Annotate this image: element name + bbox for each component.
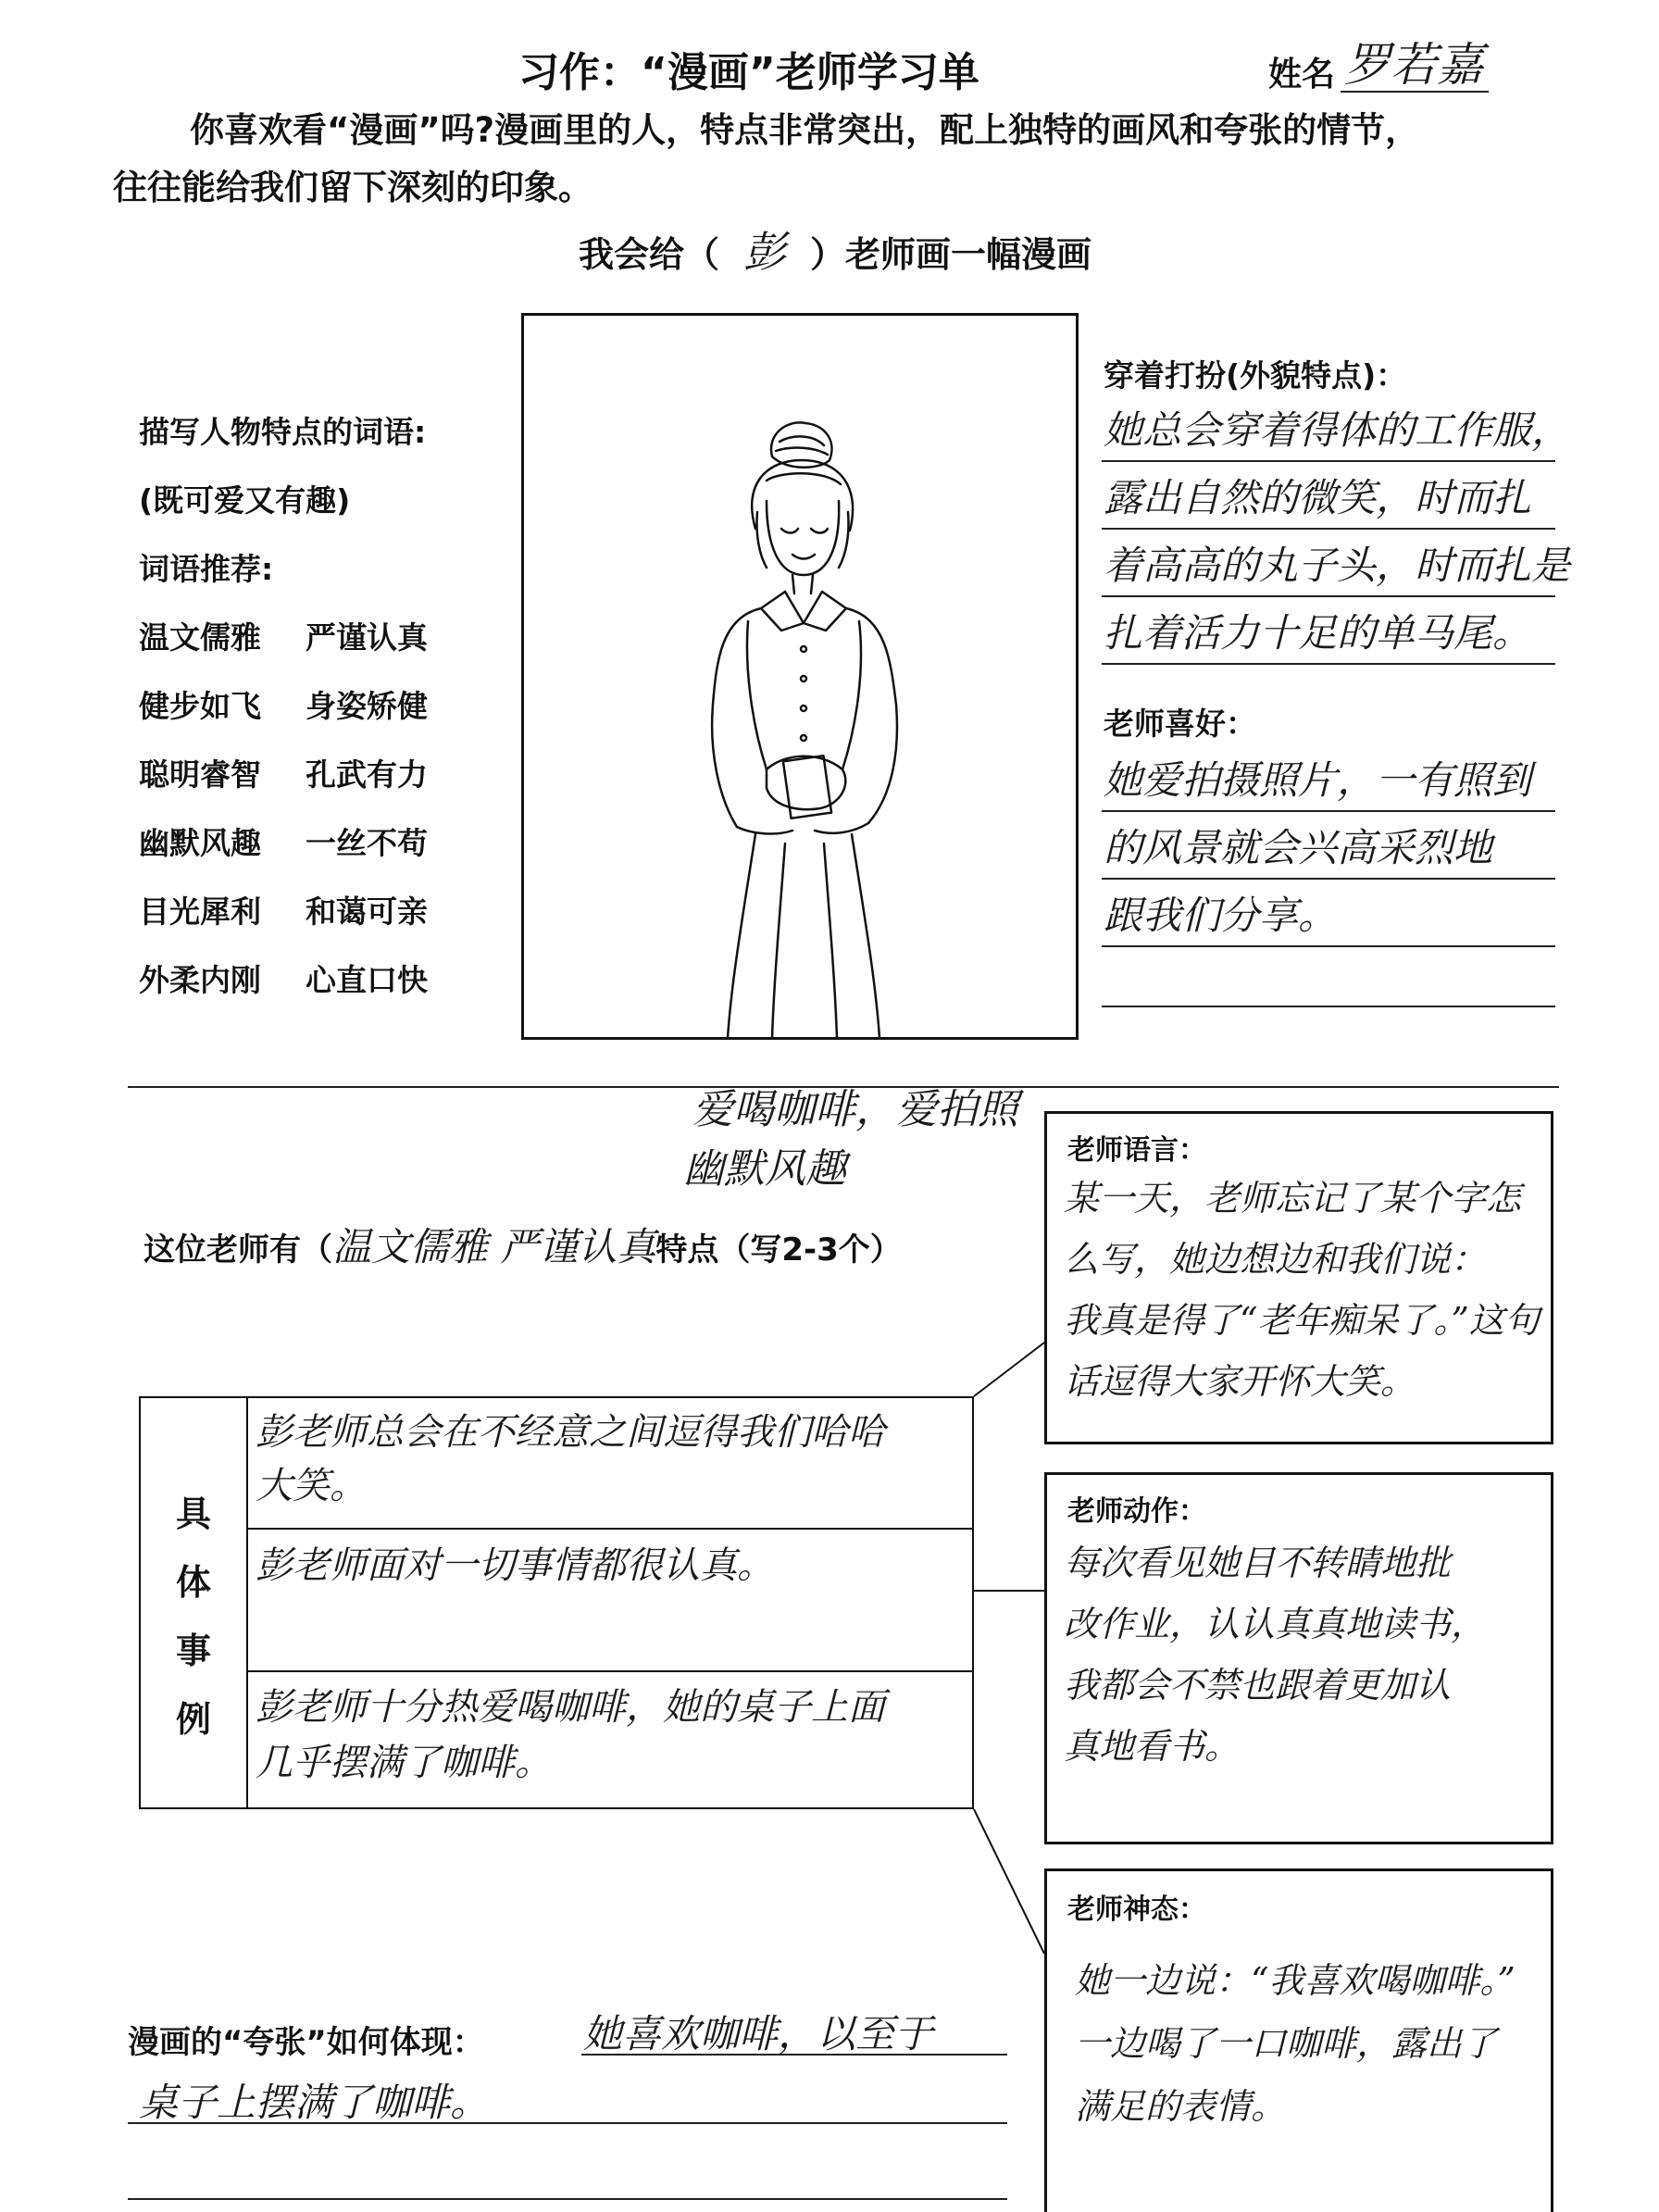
word-item: 和蔼可亲: [306, 894, 428, 930]
example-line: 大笑。: [256, 1465, 367, 1507]
word-row: [139, 741, 472, 809]
word-row: [139, 672, 472, 741]
word-item: 孔武有力: [306, 756, 428, 793]
examples-table: [139, 1396, 974, 1809]
intro-line-1: 你喜欢看“漫画”吗?漫画里的人，特点非常突出，配上独特的画风和夸张的情节，: [190, 110, 1420, 150]
word-panel: [139, 398, 472, 1015]
hobby-line: 她爱拍摄照片，一有照到: [1104, 757, 1532, 803]
drawing-frame: [521, 313, 1079, 1040]
connector-to-expression: [974, 1809, 1044, 1954]
example-row: [248, 1672, 972, 1807]
traits-prompt: [143, 1217, 902, 1272]
appearance-label: 穿着打扮(外貌特点)：: [1104, 357, 1407, 394]
examples-label-char: 体: [175, 1562, 211, 1603]
example-row: [248, 1530, 972, 1672]
appearance-rule: [1102, 595, 1555, 597]
traits-prefix: 这位老师有（: [143, 1231, 332, 1268]
appearance-line: 她总会穿着得体的工作服，: [1104, 407, 1571, 453]
exaggeration-rule: [128, 2198, 1007, 2200]
word-panel-heading: 描写人物特点的词语:: [139, 414, 427, 450]
expression-text: [1075, 1949, 1547, 2138]
examples-label: [141, 1480, 246, 1754]
connector-to-language: [974, 1343, 1044, 1396]
language-line: 我真是得了“老年痴呆了。”这句: [1064, 1300, 1540, 1341]
action-line: 每次看见她目不转睛地批: [1064, 1543, 1452, 1583]
action-box: [1044, 1472, 1553, 1844]
example-text: [248, 1672, 972, 1791]
action-line: 改作业，认认真真地读书，: [1064, 1604, 1487, 1644]
example-line: 彭老师总会在不经意之间逗得我们哈哈: [256, 1411, 885, 1454]
name-label: 姓名: [1268, 56, 1336, 94]
name-underline: [1341, 91, 1489, 93]
hobby-label: 老师喜好：: [1104, 706, 1256, 742]
word-item: 严谨认真: [306, 619, 428, 656]
action-label: 老师动作：: [1067, 1495, 1206, 1528]
word-item: 身姿矫健: [306, 688, 428, 724]
hobby-rule: [1102, 878, 1555, 880]
examples-label-char: 事: [175, 1631, 211, 1671]
exaggeration-rule: [128, 2122, 1007, 2124]
language-line: 话逗得大家开怀大笑。: [1064, 1361, 1416, 1402]
word-item: 外柔内刚: [139, 962, 261, 998]
exaggeration-line-1: 她喜欢咖啡，以至于: [583, 2011, 934, 2056]
page-title: 习作：“漫画”老师学习单: [518, 49, 979, 96]
example-line: 彭老师面对一切事情都很认真。: [256, 1544, 774, 1587]
appearance-line: 露出自然的微笑，时而扎: [1104, 475, 1532, 520]
prompt-suffix: ）老师画一幅漫画: [810, 234, 1092, 275]
traits-suffix: 特点（写2-3个）: [655, 1231, 902, 1268]
language-box: [1044, 1111, 1553, 1444]
examples-label-char: 例: [175, 1699, 211, 1740]
example-text: [248, 1530, 972, 1593]
word-row: [139, 878, 472, 946]
exaggeration-label: 漫画的“夸张”如何体现：: [128, 2024, 484, 2061]
examples-label-column: [141, 1398, 248, 1807]
expression-line: 一边喝了一口咖啡，露出了: [1075, 2023, 1498, 2064]
word-item: 温文儒雅: [139, 619, 261, 656]
word-row: [139, 604, 472, 672]
appearance-rule: [1102, 528, 1555, 530]
language-text: [1064, 1168, 1545, 1412]
intro-line-2: 往往能给我们留下深刻的印象。: [113, 168, 592, 207]
word-item: 一丝不苟: [306, 825, 428, 861]
prompt-teacher-name: 彭: [743, 227, 787, 277]
hobby-rule: [1102, 945, 1555, 947]
word-item: 幽默风趣: [139, 825, 261, 861]
exaggeration-line-2: 桌子上摆满了咖啡。: [139, 2080, 490, 2125]
action-text: [1064, 1532, 1545, 1777]
exaggeration-rule: [581, 2054, 1007, 2056]
example-text: [248, 1398, 972, 1513]
appearance-line: 扎着活力十足的单马尾。: [1104, 610, 1532, 656]
examples-label-char: 具: [175, 1493, 211, 1534]
drawing-prompt: [579, 219, 1091, 280]
expression-box: [1044, 1868, 1553, 2212]
hobby-line: 的风景就会兴高采烈地: [1104, 825, 1493, 870]
hobby-rule: [1102, 810, 1555, 812]
action-line: 我都会不禁也跟着更加认: [1064, 1665, 1452, 1706]
language-label: 老师语言：: [1067, 1134, 1206, 1167]
word-panel-sub: (既可爱又有趣): [139, 482, 351, 519]
word-panel-recommend: 词语推荐:: [139, 551, 274, 587]
appearance-rule: [1102, 663, 1555, 665]
expression-line: 她一边说：“我喜欢喝咖啡。”: [1075, 1960, 1516, 2001]
teacher-sketch: [524, 316, 1076, 1037]
name-value: 罗若嘉: [1344, 38, 1483, 92]
hobby-line: 跟我们分享。: [1104, 893, 1338, 938]
appearance-line: 着高高的丸子头，时而扎是: [1104, 543, 1571, 588]
prompt-prefix: 我会给（: [579, 234, 720, 275]
example-row: [248, 1398, 972, 1530]
traits-extra-line-2: 幽默风趣: [683, 1145, 846, 1193]
expression-label: 老师神态：: [1067, 1893, 1206, 1926]
word-item: 聪明睿智: [139, 756, 261, 793]
language-line: 某一天，老师忘记了某个字怎: [1064, 1178, 1522, 1218]
example-line: 彭老师十分热爱喝咖啡，她的桌子上面: [256, 1686, 885, 1729]
appearance-text: [1104, 396, 1585, 667]
traits-extra-line-1: 爱喝咖啡，爱拍照: [692, 1086, 1018, 1133]
word-item: 健步如飞: [139, 688, 261, 724]
word-item: 心直口快: [306, 962, 428, 998]
action-line: 真地看书。: [1064, 1726, 1241, 1767]
hobby-text: [1104, 746, 1585, 949]
word-item: 目光犀利: [139, 894, 261, 930]
language-line: 么写，她边想边和我们说：: [1064, 1239, 1487, 1280]
word-row: [139, 946, 472, 1015]
appearance-rule: [1102, 460, 1555, 462]
hobby-rule: [1102, 1006, 1555, 1007]
traits-handwritten: 温文儒雅 严谨认真: [332, 1224, 656, 1269]
word-row: [139, 809, 472, 878]
expression-line: 满足的表情。: [1075, 2086, 1287, 2127]
example-line: 几乎摆满了咖啡。: [256, 1742, 552, 1784]
